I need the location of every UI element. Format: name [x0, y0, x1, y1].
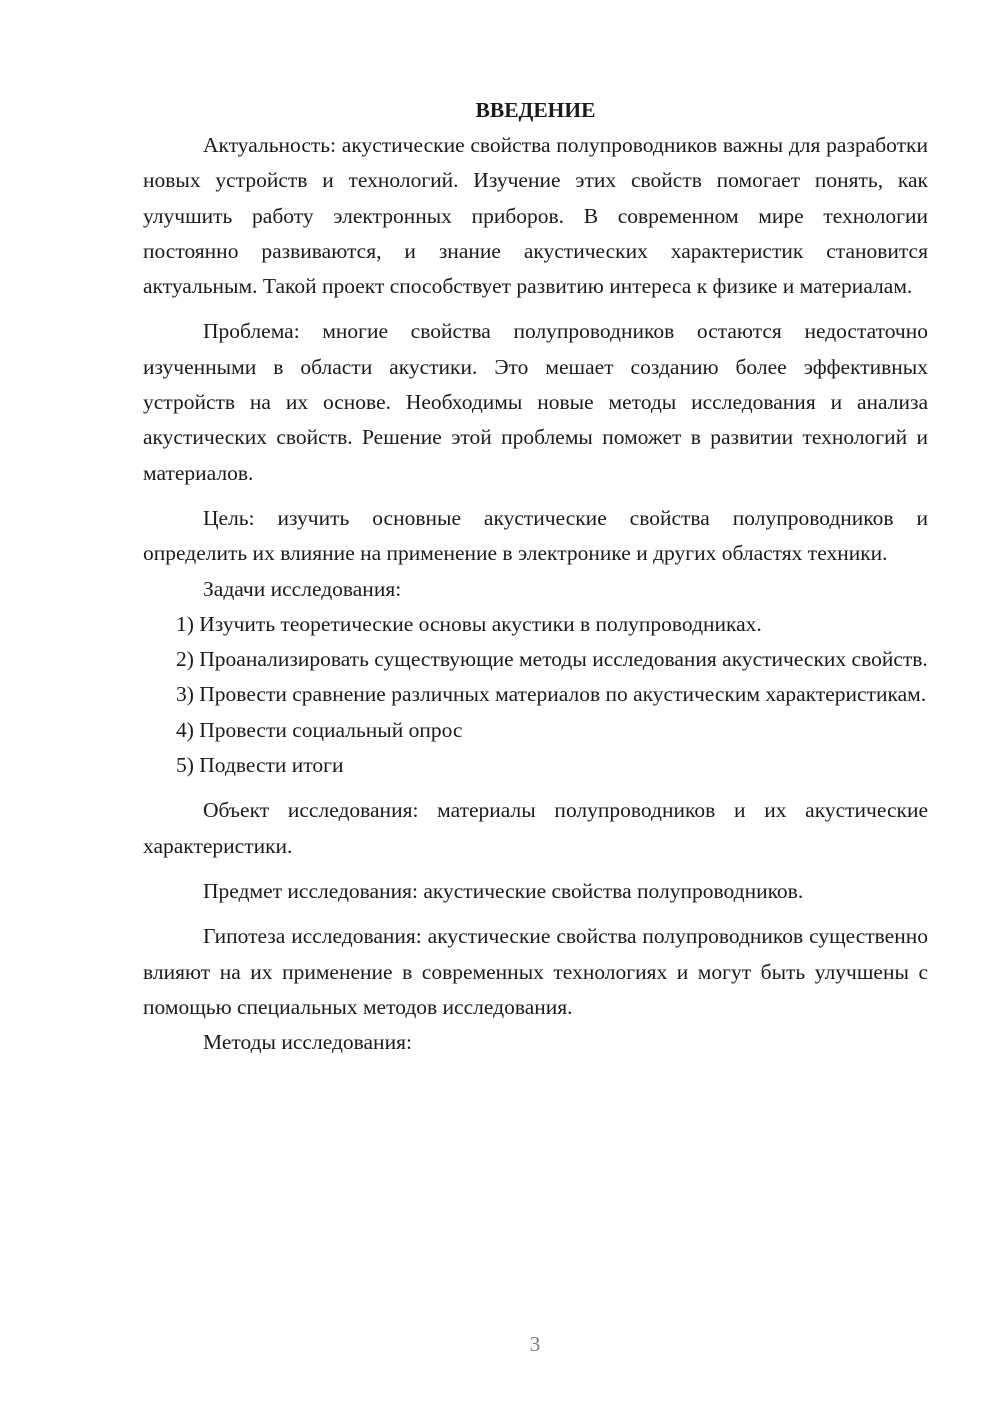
goal-paragraph: Цель: изучить основные акустические свойства полупроводников и определить их влияние на применение в электронике и других областях техники. [143, 505, 928, 566]
task-item-3: 3) Провести сравнение различных материалов по акустическим характеристикам. [176, 682, 927, 707]
task-item-5: 5) Подвести итоги [176, 753, 344, 778]
object-paragraph: Объект исследования: материалы полупроводников и их акустические характеристики. [143, 798, 928, 858]
hypothesis-paragraph: Гипотеза исследования: акустические свойства полупроводников существенно влияют на их применение в современных технологиях и могут быть улучшены с помощью специальных методов исследования. [143, 924, 928, 1019]
subject-paragraph: Предмет исследования: акустические свойства полупроводников. [203, 878, 804, 903]
document-page [143, 93, 928, 1060]
relevance-paragraph: Актуальность: акустические свойства полупроводников важны для разработки новых устройств и технологий. Изучение этих свойств помогает понять, как улучшить работу электронных приборов. В современном мире технологии постоянно развиваются, и знание акустических характеристик становится актуальным. Такой проект способствует развитию интереса к физике и материалам. [143, 133, 928, 299]
page-number: 3 [529, 1332, 541, 1356]
task-item-1: 1) Изучить теоретические основы акустики в полупроводниках. [176, 611, 762, 636]
methods-heading: Методы исследования: [203, 1030, 412, 1055]
task-item-4: 4) Провести социальный опрос [176, 717, 463, 742]
tasks-heading: Задачи исследования: [203, 576, 402, 601]
page-title: ВВЕДЕНИЕ [475, 98, 596, 122]
problem-paragraph: Проблема: многие свойства полупроводников остаются недостаточно изученными в области акустики. Это мешает созданию более эффективных устройств на их основе. Необходимы новые методы исследования и анализа акустических свойств. Решение этой проблемы поможет в развитии технологий и материалов. [143, 319, 928, 485]
task-item-2: 2) Проанализировать существующие методы исследования акустических свойств. [176, 647, 928, 672]
